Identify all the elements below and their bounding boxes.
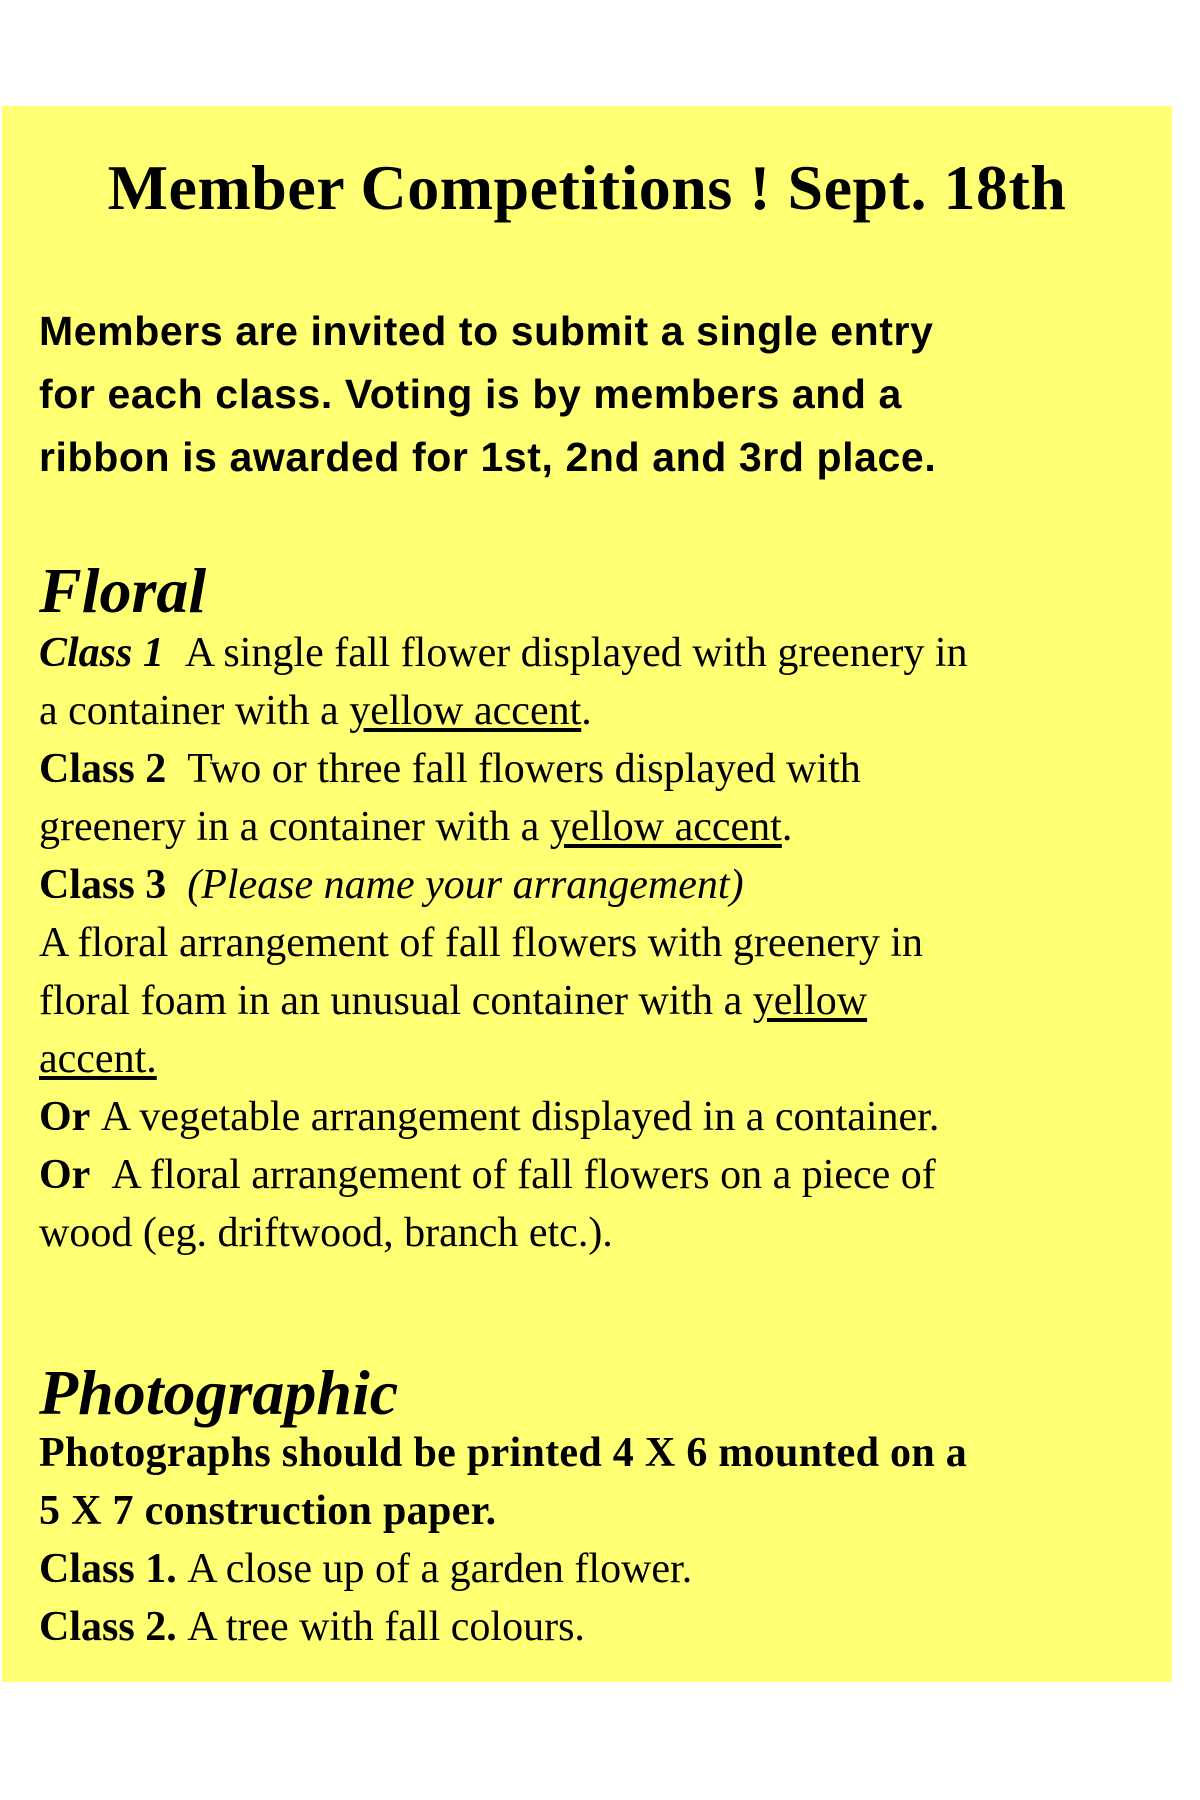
floral-class2-end: . xyxy=(781,804,793,850)
floral-class1-text-b: a container with a xyxy=(39,688,350,734)
floral-class1-accent: yellow accent xyxy=(349,688,582,734)
floral-class3-label: Class 3 xyxy=(39,862,167,908)
floral-or2-line1 xyxy=(39,1146,1149,1204)
photographic-class2-label: Class 2. xyxy=(39,1604,177,1650)
floral-class1-line2 xyxy=(39,682,1149,740)
photographic-heading: Photographic xyxy=(39,1357,399,1428)
photographic-class2-line xyxy=(39,1598,1149,1656)
floral-class2-label: Class 2 xyxy=(39,746,167,792)
floral-or1-text: A vegetable arrangement displayed in a container. xyxy=(100,1094,940,1140)
photographic-note-line1: Photographs should be printed 4 X 6 mounted on a xyxy=(39,1430,968,1476)
floral-class3-line3 xyxy=(39,972,1149,1030)
floral-or1-label: Or xyxy=(39,1094,91,1140)
floral-class2-line2 xyxy=(39,798,1149,856)
photographic-class1-line xyxy=(39,1540,1149,1598)
floral-or2-text-a: A floral arrangement of fall flowers on a piece of xyxy=(111,1152,936,1198)
floral-class1-text-a: A single fall flower displayed with greenery in xyxy=(184,630,968,676)
floral-class2-text-a: Two or three fall flowers displayed with xyxy=(187,746,861,792)
intro-paragraph xyxy=(39,300,1159,489)
photographic-class2-text: A tree with fall colours. xyxy=(187,1604,585,1650)
floral-class3-line1 xyxy=(39,856,1149,914)
floral-class3-accent-a: yellow xyxy=(752,978,868,1024)
floral-class3-accent-b: accent. xyxy=(39,1036,157,1082)
floral-class1-line1 xyxy=(39,624,1149,682)
floral-class2-line1 xyxy=(39,740,1149,798)
floral-class1-label: Class 1 xyxy=(39,630,164,676)
photographic-section xyxy=(39,1424,1149,1656)
competition-flyer xyxy=(2,106,1172,1682)
floral-or2-line2: wood (eg. driftwood, branch etc.). xyxy=(39,1210,613,1256)
intro-line-1: Members are invited to submit a single entry xyxy=(39,308,934,354)
floral-class3-line2: A floral arrangement of fall flowers with greenery in xyxy=(39,920,923,966)
floral-or2-label: Or xyxy=(39,1152,91,1198)
floral-class3-note: (Please name your arrangement) xyxy=(187,862,744,908)
floral-class3-line4 xyxy=(39,1030,1149,1088)
floral-class3-text-b: floral foam in an unusual container with a xyxy=(39,978,753,1024)
floral-section xyxy=(39,624,1149,1262)
floral-heading: Floral xyxy=(39,555,207,626)
floral-or1-line xyxy=(39,1088,1149,1146)
intro-line-3: ribbon is awarded for 1st, 2nd and 3rd place. xyxy=(39,434,937,480)
photographic-class1-label: Class 1. xyxy=(39,1546,177,1592)
photographic-class1-text: A close up of a garden flower. xyxy=(187,1546,693,1592)
flyer-title: Member Competitions ! Sept. 18th xyxy=(107,152,1067,223)
photographic-note-line2: 5 X 7 construction paper. xyxy=(39,1488,497,1534)
intro-line-2: for each class. Voting is by members and a xyxy=(39,371,902,417)
floral-class1-end: . xyxy=(581,688,592,734)
floral-class2-text-b: greenery in a container with a xyxy=(39,804,550,850)
floral-class2-accent: yellow accent xyxy=(549,804,782,850)
